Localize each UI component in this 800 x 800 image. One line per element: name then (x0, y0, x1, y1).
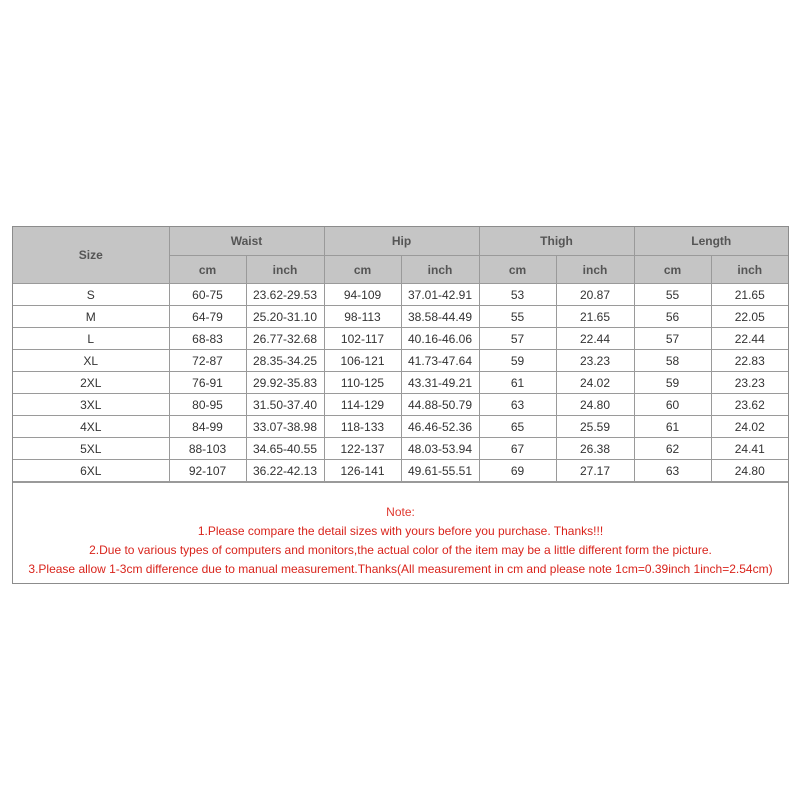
waist-cm-cell: 84-99 (169, 416, 246, 438)
hip-inch-cell: 41.73-47.64 (401, 350, 479, 372)
length-inch-cell: 23.23 (711, 372, 788, 394)
table-row (13, 372, 788, 394)
hip-inch-cell: 48.03-53.94 (401, 438, 479, 460)
length-cm-cell: 59 (634, 372, 711, 394)
waist-inch-header: inch (246, 256, 324, 284)
waist-inch-cell: 28.35-34.25 (246, 350, 324, 372)
hip-inch-cell: 46.46-52.36 (401, 416, 479, 438)
hip-inch-cell: 38.58-44.49 (401, 306, 479, 328)
waist-inch-cell: 29.92-35.83 (246, 372, 324, 394)
thigh-cm-cell: 53 (479, 284, 556, 306)
waist-inch-cell: 26.77-32.68 (246, 328, 324, 350)
thigh-cm-cell: 57 (479, 328, 556, 350)
size-cell: 6XL (13, 460, 169, 482)
table-row (13, 394, 788, 416)
thigh-column-header: Thigh (479, 227, 634, 256)
length-cm-cell: 56 (634, 306, 711, 328)
table-row (13, 460, 788, 482)
thigh-inch-cell: 26.38 (556, 438, 634, 460)
hip-cm-cell: 94-109 (324, 284, 401, 306)
length-inch-header: inch (711, 256, 788, 284)
size-cell: L (13, 328, 169, 350)
hip-inch-cell: 49.61-55.51 (401, 460, 479, 482)
waist-cm-cell: 68-83 (169, 328, 246, 350)
hip-cm-cell: 126-141 (324, 460, 401, 482)
waist-inch-cell: 34.65-40.55 (246, 438, 324, 460)
note-title: Note: (386, 505, 415, 519)
length-inch-cell: 24.02 (711, 416, 788, 438)
hip-inch-header: inch (401, 256, 479, 284)
hip-inch-cell: 37.01-42.91 (401, 284, 479, 306)
waist-inch-cell: 31.50-37.40 (246, 394, 324, 416)
waist-cm-cell: 76-91 (169, 372, 246, 394)
header-group-row (13, 227, 788, 256)
thigh-inch-cell: 21.65 (556, 306, 634, 328)
length-inch-cell: 23.62 (711, 394, 788, 416)
hip-cm-header: cm (324, 256, 401, 284)
waist-column-header: Waist (169, 227, 324, 256)
size-cell: 2XL (13, 372, 169, 394)
length-cm-cell: 55 (634, 284, 711, 306)
thigh-inch-cell: 20.87 (556, 284, 634, 306)
length-inch-cell: 22.05 (711, 306, 788, 328)
size-cell: S (13, 284, 169, 306)
size-chart (12, 226, 789, 584)
hip-cm-cell: 118-133 (324, 416, 401, 438)
hip-inch-cell: 43.31-49.21 (401, 372, 479, 394)
thigh-cm-cell: 61 (479, 372, 556, 394)
thigh-cm-cell: 63 (479, 394, 556, 416)
table-row (13, 350, 788, 372)
hip-inch-cell: 40.16-46.06 (401, 328, 479, 350)
waist-cm-cell: 92-107 (169, 460, 246, 482)
size-table (13, 227, 788, 482)
waist-cm-cell: 72-87 (169, 350, 246, 372)
waist-inch-cell: 36.22-42.13 (246, 460, 324, 482)
length-cm-cell: 60 (634, 394, 711, 416)
thigh-inch-cell: 24.02 (556, 372, 634, 394)
length-inch-cell: 24.80 (711, 460, 788, 482)
thigh-inch-cell: 23.23 (556, 350, 634, 372)
hip-column-header: Hip (324, 227, 479, 256)
waist-inch-cell: 25.20-31.10 (246, 306, 324, 328)
thigh-cm-cell: 65 (479, 416, 556, 438)
hip-cm-cell: 98-113 (324, 306, 401, 328)
notes-section (13, 482, 788, 583)
size-cell: XL (13, 350, 169, 372)
hip-cm-cell: 110-125 (324, 372, 401, 394)
hip-cm-cell: 102-117 (324, 328, 401, 350)
hip-cm-cell: 122-137 (324, 438, 401, 460)
waist-inch-cell: 33.07-38.98 (246, 416, 324, 438)
length-cm-cell: 62 (634, 438, 711, 460)
waist-cm-header: cm (169, 256, 246, 284)
size-cell: 3XL (13, 394, 169, 416)
note-line-2: 2.Due to various types of computers and monitors,the actual color of the item may be a little different form the picture. (89, 543, 712, 557)
table-header (13, 227, 788, 284)
length-cm-cell: 61 (634, 416, 711, 438)
table-row (13, 438, 788, 460)
waist-inch-cell: 23.62-29.53 (246, 284, 324, 306)
length-cm-cell: 63 (634, 460, 711, 482)
size-cell: M (13, 306, 169, 328)
length-inch-cell: 22.44 (711, 328, 788, 350)
table-row (13, 416, 788, 438)
thigh-inch-cell: 25.59 (556, 416, 634, 438)
hip-cm-cell: 114-129 (324, 394, 401, 416)
table-row (13, 306, 788, 328)
thigh-inch-cell: 27.17 (556, 460, 634, 482)
size-column-header: Size (13, 227, 169, 284)
length-inch-cell: 24.41 (711, 438, 788, 460)
length-cm-header: cm (634, 256, 711, 284)
note-line-1: 1.Please compare the detail sizes with yours before you purchase. Thanks!!! (197, 524, 604, 538)
thigh-cm-header: cm (479, 256, 556, 284)
thigh-cm-cell: 59 (479, 350, 556, 372)
thigh-cm-cell: 55 (479, 306, 556, 328)
size-cell: 5XL (13, 438, 169, 460)
length-column-header: Length (634, 227, 788, 256)
table-row (13, 284, 788, 306)
waist-cm-cell: 80-95 (169, 394, 246, 416)
thigh-cm-cell: 67 (479, 438, 556, 460)
thigh-inch-cell: 24.80 (556, 394, 634, 416)
waist-cm-cell: 88-103 (169, 438, 246, 460)
thigh-inch-cell: 22.44 (556, 328, 634, 350)
length-cm-cell: 57 (634, 328, 711, 350)
length-inch-cell: 22.83 (711, 350, 788, 372)
length-cm-cell: 58 (634, 350, 711, 372)
table-row (13, 328, 788, 350)
thigh-inch-header: inch (556, 256, 634, 284)
table-body (13, 284, 788, 482)
thigh-cm-cell: 69 (479, 460, 556, 482)
size-cell: 4XL (13, 416, 169, 438)
hip-cm-cell: 106-121 (324, 350, 401, 372)
waist-cm-cell: 60-75 (169, 284, 246, 306)
length-inch-cell: 21.65 (711, 284, 788, 306)
waist-cm-cell: 64-79 (169, 306, 246, 328)
note-line-3: 3.Please allow 1-3cm difference due to manual measurement.Thanks(All measurement in cm and please note 1cm=0.39inch 1inch=2.54cm) (28, 562, 773, 576)
hip-inch-cell: 44.88-50.79 (401, 394, 479, 416)
